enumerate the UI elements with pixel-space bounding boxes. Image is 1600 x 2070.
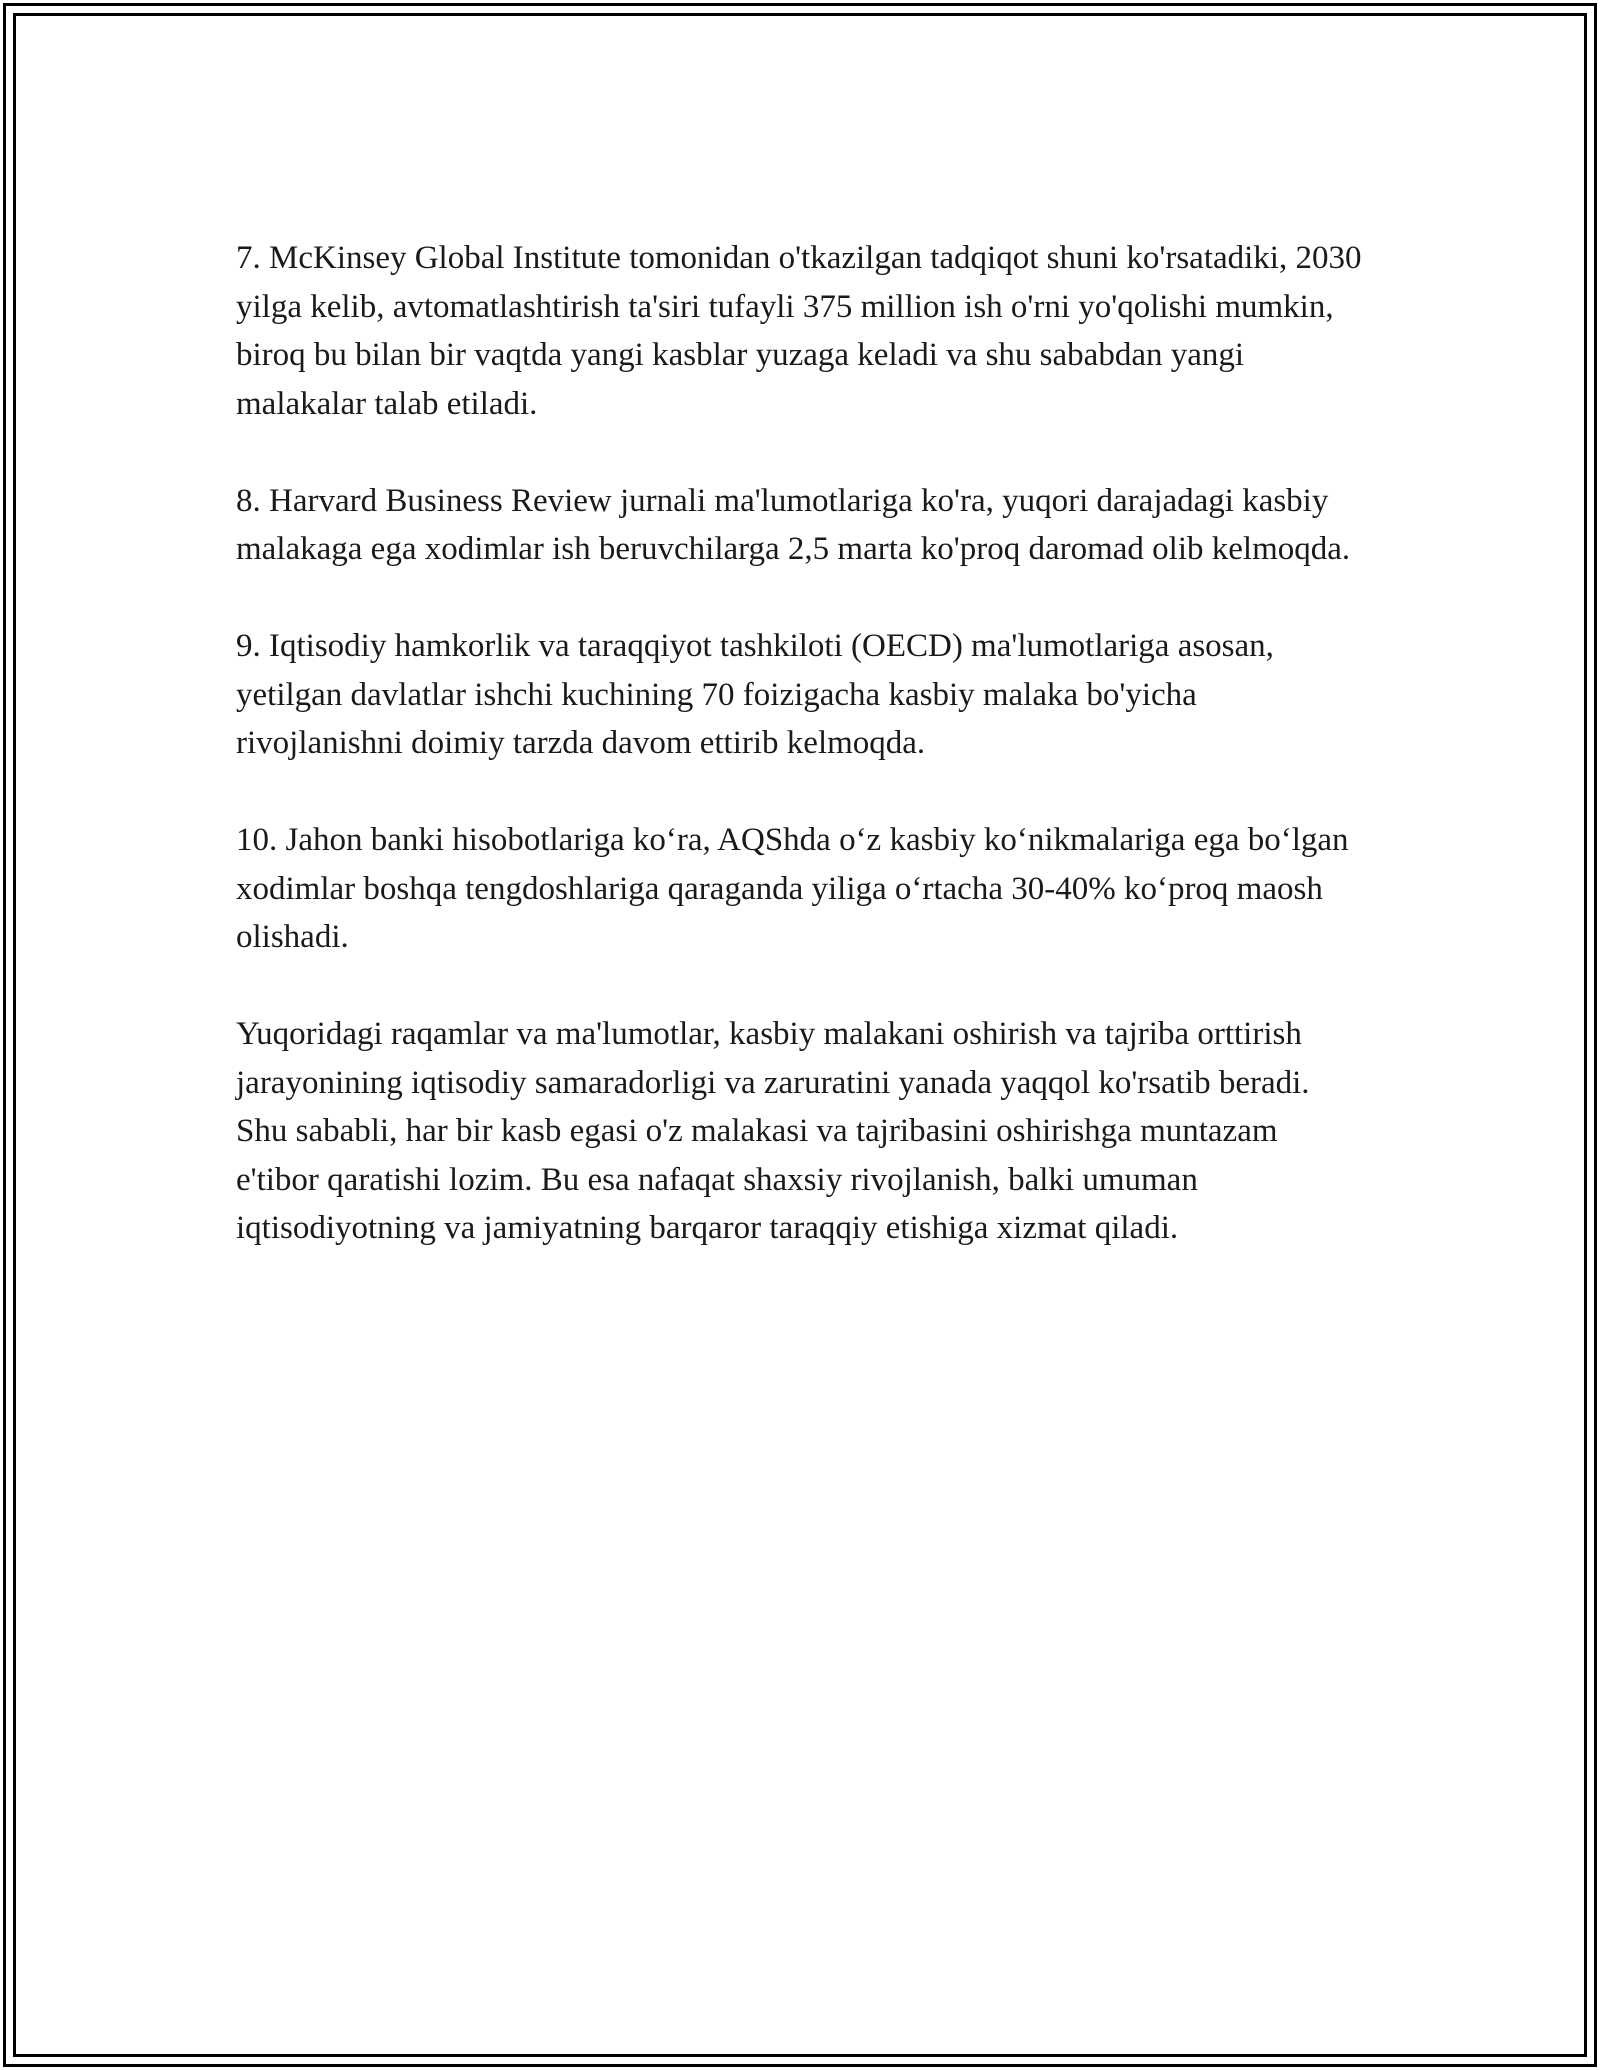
- paragraph-oecd: 9. Iqtisodiy hamkorlik va taraqqiyot tashkiloti (OECD) ma'lumotlariga asosan, yetilgan davlatlar ishchi kuchining 70 foizigacha kasbiy malaka bo'yicha rivojlanishni doimiy tarzda davom ettirib kelmoqda.: [236, 628, 1274, 761]
- document-body: [236, 234, 1366, 1301]
- paragraph-mckinsey: 7. McKinsey Global Institute tomonidan o'tkazilgan tadqiqot shuni ko'rsatadiki, 2030 yilga kelib, avtomatlashtirish ta'siri tufayli 375 million ish o'rni yo'qolishi mumkin, biroq bu bilan bir vaqtda yangi kasblar yuzaga keladi va shu sababdan yangi malakalar talab etiladi.: [236, 240, 1362, 422]
- paragraph-harvard: 8. Harvard Business Review jurnali ma'lumotlariga ko'ra, yuqori darajadagi kasbiy malakaga ega xodimlar ish beruvchilarga 2,5 marta ko'proq daromad olib kelmoqda.: [236, 482, 1351, 567]
- paragraph-world-bank: 10. Jahon banki hisobotlariga ko‘ra, AQShda o‘z kasbiy ko‘nikmalariga ega bo‘lgan xodimlar boshqa tengdoshlariga qaraganda yiliga o‘rtacha 30-40% ko‘proq maosh olishadi.: [236, 822, 1349, 955]
- paragraph-conclusion: Yuqoridagi raqamlar va ma'lumotlar, kasbiy malakani oshirish va tajriba orttirish jarayonining iqtisodiy samaradorligi va zaruratini yanada yaqqol ko'rsatib beradi. Shu sababli, har bir kasb egasi o'z malakasi va tajribasini oshirishga muntazam e'tibor qaratishi lozim. Bu esa nafaqat shaxsiy rivojlanish, balki umuman iqtisodiyotning va jamiyatning barqaror taraqqiy etishiga xizmat qiladi.: [236, 1016, 1310, 1246]
